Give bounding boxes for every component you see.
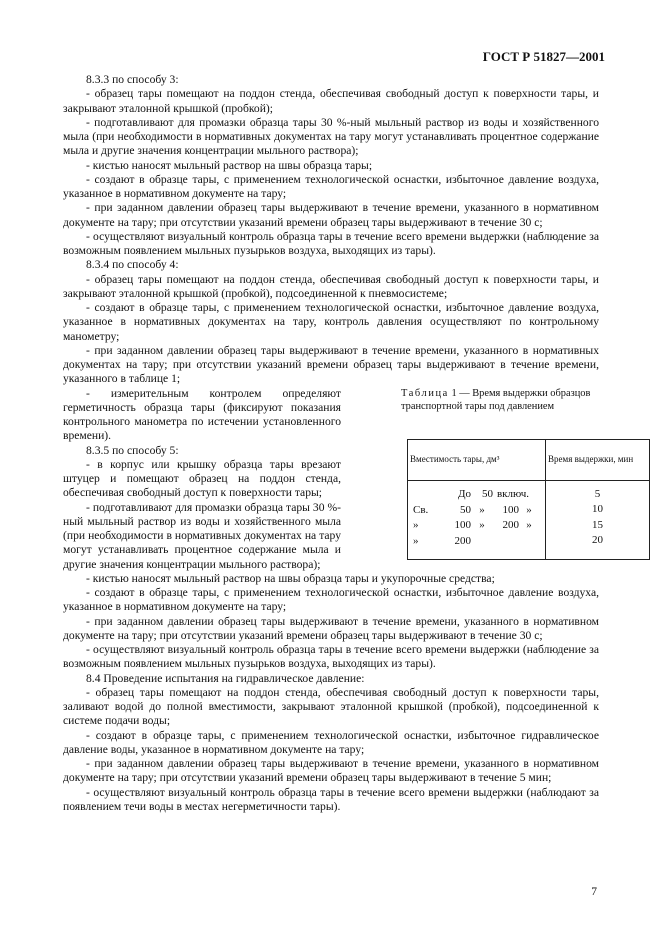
capacity-cell bbox=[408, 480, 546, 559]
paragraph: - образец тары помещают на поддон стенда, обеспечивая свободный доступ к поверхности тары, заливают водой до полной вместимости, закрывают эталонной крышкой (пробкой), подсоединенной к системе подачи воды; bbox=[63, 685, 599, 728]
paragraph: - подготавливают для промазки образца тары 30 %-ный мыльный раствор из воды и хозяйственного мыла (при необходимости в нормативных документах на тару могут устанавливать процентное содержание мыла и другие значения концентрации мыльного раствора); bbox=[63, 500, 341, 571]
range-from: 50 bbox=[460, 503, 471, 516]
paragraph: - подготавливают для промазки образца тары 30 %-ный мыльный раствор из воды и хозяйственного мыла (при необходимости в нормативных документах на тару могут устанавливать процентное содержание мыла и другие значения концентрации мыльного раствора); bbox=[63, 115, 599, 158]
body-text bbox=[63, 73, 634, 814]
table-row bbox=[408, 502, 545, 518]
time-value: 15 bbox=[592, 518, 603, 531]
range-to: 100 bbox=[502, 503, 519, 516]
range-prefix: Св. bbox=[413, 503, 429, 516]
ditto-mark: » bbox=[479, 503, 485, 516]
paragraph: - при заданном давлении образец тары выдерживают в течение времени, указанного в нормативном документе на тару; при отсутствии указаний времени образец тары выдерживают в течение 5 мин; bbox=[63, 757, 599, 785]
paragraph: - при заданном давлении образец тары выдерживают в течение времени, указанного в нормативных документах на тару; при отсутствии указаний времени образец тары выдерживают в течение времени, указанного в таблице 1; bbox=[63, 343, 599, 386]
ditto-mark: » bbox=[526, 503, 532, 516]
paragraph: - при заданном давлении образец тары выдерживают в течение времени, указанного в нормативном документе на тару; при отсутствии указаний времени образец тары выдерживают в течение 30 с; bbox=[63, 201, 599, 229]
paragraph: - создают в образце тары, с применением технологической оснастки, избыточное давление воздуха, указанное в нормативном документе на тару; bbox=[63, 586, 599, 614]
time-cell bbox=[546, 480, 650, 559]
section-heading: 8.4 Проведение испытания на гидравлическое давление: bbox=[86, 671, 365, 685]
paragraph: - осуществляют визуальный контроль образца тары в течение всего времени выдержки (наблюдают за появлением течи воды в местах негерметичности тары). bbox=[63, 785, 599, 813]
page-number: 7 bbox=[591, 886, 597, 898]
time-value: 20 bbox=[592, 534, 603, 546]
table-caption-label: Таблица bbox=[401, 387, 449, 399]
table-row bbox=[408, 487, 545, 503]
paragraph: - кистью наносят мыльный раствор на швы образца тары и укупорочные средства; bbox=[86, 571, 495, 585]
table-row bbox=[408, 533, 545, 549]
paragraph: - кистью наносят мыльный раствор на швы образца тары; bbox=[86, 158, 373, 172]
paragraph: 8.3.4 по способу 4: bbox=[86, 258, 179, 272]
exposure-time-table bbox=[407, 439, 650, 560]
paragraph: - измерительным контролем определяют герметичность образца тары (фиксируют показания контрольного манометра по истечении установленного времени). bbox=[63, 386, 341, 443]
table-row bbox=[408, 518, 545, 534]
paragraph: - в корпус или крышку образца тары врезают штуцер и помещают образец на поддон стенда, обеспечивая свободный доступ к поверхности тары; bbox=[63, 457, 341, 500]
time-value: 10 bbox=[592, 503, 603, 515]
document-id-header: ГОСТ Р 51827—2001 bbox=[482, 49, 605, 64]
range-from: 100 bbox=[454, 519, 471, 532]
range-prefix: » bbox=[413, 519, 419, 532]
table-body bbox=[408, 480, 650, 559]
table-caption-text: 1 — Время выдержки образцов транспортной тары под давлением bbox=[401, 387, 591, 412]
range-from: 200 bbox=[454, 534, 471, 547]
paragraph: 8.3.3 по способу 3: bbox=[86, 73, 179, 86]
paragraph: - создают в образце тары, с применением технологической оснастки, избыточное давление воздуха, указанное в нормативных документах на тару, контроль давления осуществляют по контрольному манометру; bbox=[63, 301, 599, 343]
paragraph: - при заданном давлении образец тары выдерживают в течение времени, указанного в нормативном документе на тару; при отсутствии указаний времени образец тары выдерживают в течение 30 с; bbox=[63, 614, 599, 642]
table-1-block bbox=[401, 387, 651, 560]
paragraph: - осуществляют визуальный контроль образца тары в течение всего времени выдержки (наблюдение за возможным появлением мыльных пузырьков воздуха, выходящих из тары). bbox=[63, 229, 599, 257]
paragraph: - создают в образце тары, с применением технологической оснастки, избыточное давление воздуха, указанное в нормативном документе на тару; bbox=[63, 172, 599, 200]
ditto-mark: » bbox=[526, 519, 532, 532]
table-header-row bbox=[408, 439, 650, 480]
table-wrap-zone bbox=[63, 386, 634, 572]
range-to: 200 bbox=[502, 519, 519, 532]
table-caption bbox=[401, 387, 651, 413]
paragraph: - осуществляют визуальный контроль образца тары в течение всего времени выдержки (наблюдение за возможным появлением мыльных пузырьков воздуха, выходящих из тары). bbox=[63, 643, 599, 671]
range-from-word: До bbox=[457, 488, 471, 501]
time-value: 5 bbox=[594, 487, 601, 500]
paragraph: - образец тары помещают на поддон стенда, обеспечивая свободный доступ к поверхности тары, и закрывают эталонной крышкой (пробкой); bbox=[63, 87, 599, 115]
ditto-mark: » bbox=[479, 519, 485, 532]
paragraph: 8.3.5 по способу 5: bbox=[86, 443, 179, 457]
paragraph: - создают в образце тары, с применением технологической оснастки, избыточное гидравлическое давление воды, указанное в нормативном документе на тару; bbox=[63, 728, 599, 756]
range-from: 50 bbox=[482, 488, 493, 501]
range-suffix: включ. bbox=[496, 488, 530, 501]
paragraph: - образец тары помещают на поддон стенда, обеспечивая свободный доступ к поверхности тары, и закрывают эталонной крышкой (пробкой), подсоединенной к пневмосистеме; bbox=[63, 272, 599, 300]
col-time-header: Время выдержки, мин bbox=[546, 439, 650, 480]
col-capacity-header: Вместимость тары, дм³ bbox=[408, 439, 546, 480]
range-prefix: » bbox=[413, 534, 419, 547]
